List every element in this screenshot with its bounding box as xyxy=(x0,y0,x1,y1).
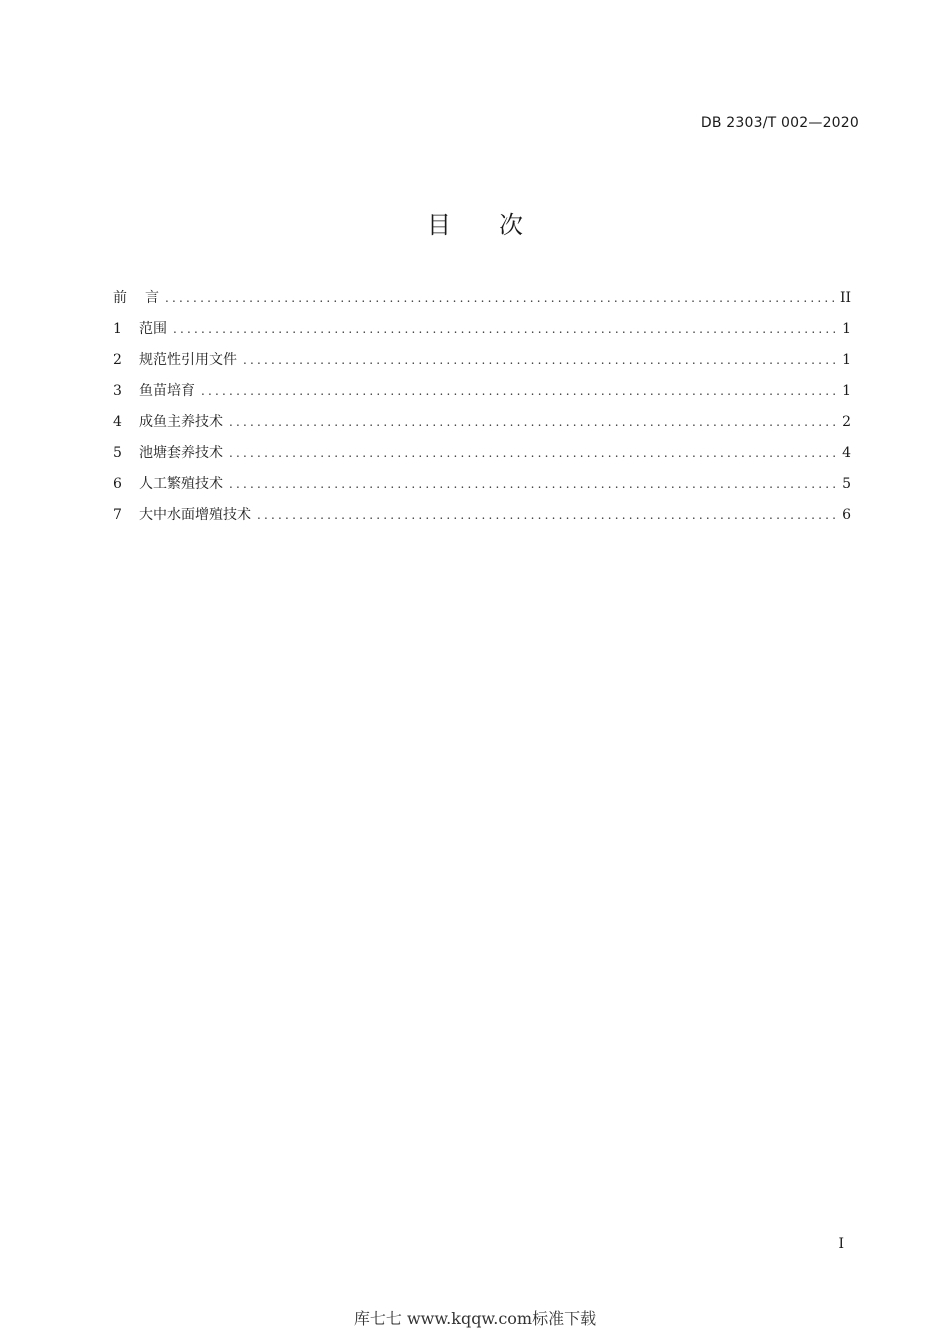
toc-entry-label: 成鱼主养技术 xyxy=(139,414,223,430)
toc-entry-4[interactable] xyxy=(113,411,851,442)
toc-entry-1[interactable] xyxy=(113,318,851,349)
toc-entry-number: 6 xyxy=(113,476,122,492)
toc-entry-page: 5 xyxy=(842,476,851,492)
title-char-2: 次 xyxy=(499,211,523,239)
toc-entry-page: 2 xyxy=(842,414,851,430)
toc-entry-number: 4 xyxy=(113,414,122,430)
toc-entry-page: II xyxy=(839,290,851,306)
toc-entry-foreword[interactable] xyxy=(113,287,851,318)
toc-entry-label: 池塘套养技术 xyxy=(139,445,223,461)
toc-entry-label: 范围 xyxy=(139,321,167,337)
document-code: DB 2303/T 002—2020 xyxy=(700,115,859,131)
toc-leader-dots xyxy=(257,508,835,522)
toc-entry-5[interactable] xyxy=(113,442,851,473)
toc-entry-label: 鱼苗培育 xyxy=(139,383,195,399)
toc-entry-7[interactable] xyxy=(113,504,851,535)
toc-entry-page: 1 xyxy=(842,383,851,399)
toc-entry-page: 1 xyxy=(842,352,851,368)
toc-entry-6[interactable] xyxy=(113,473,851,504)
watermark-text: 库七七 www.kqqw.com标准下载 xyxy=(353,1309,597,1328)
toc-leader-dots xyxy=(201,384,835,398)
page-title xyxy=(0,205,950,240)
toc-leader-dots xyxy=(229,446,835,460)
toc-entry-2[interactable] xyxy=(113,349,851,380)
toc-entry-number: 7 xyxy=(113,507,122,523)
toc-entry-page: 6 xyxy=(842,507,851,523)
toc-entry-number: 3 xyxy=(113,383,122,399)
toc-entry-label: 大中水面增殖技术 xyxy=(139,507,251,523)
toc-leader-dots xyxy=(165,291,834,305)
table-of-contents xyxy=(113,287,851,535)
toc-entry-page: 4 xyxy=(842,445,851,461)
toc-entry-number: 2 xyxy=(113,352,122,368)
toc-leader-dots xyxy=(173,322,835,336)
toc-leader-dots xyxy=(229,415,835,429)
toc-leader-dots xyxy=(243,353,835,367)
toc-entry-number: 1 xyxy=(113,321,122,337)
toc-entry-3[interactable] xyxy=(113,380,851,411)
title-char-1: 目 xyxy=(427,211,451,239)
toc-entry-page: 1 xyxy=(842,321,851,337)
page-number: I xyxy=(838,1236,844,1252)
toc-entry-label: 人工繁殖技术 xyxy=(139,476,223,492)
toc-leader-dots xyxy=(229,477,835,491)
toc-entry-label: 规范性引用文件 xyxy=(139,352,237,368)
toc-entry-label: 前言 xyxy=(113,290,177,306)
toc-entry-number: 5 xyxy=(113,445,122,461)
